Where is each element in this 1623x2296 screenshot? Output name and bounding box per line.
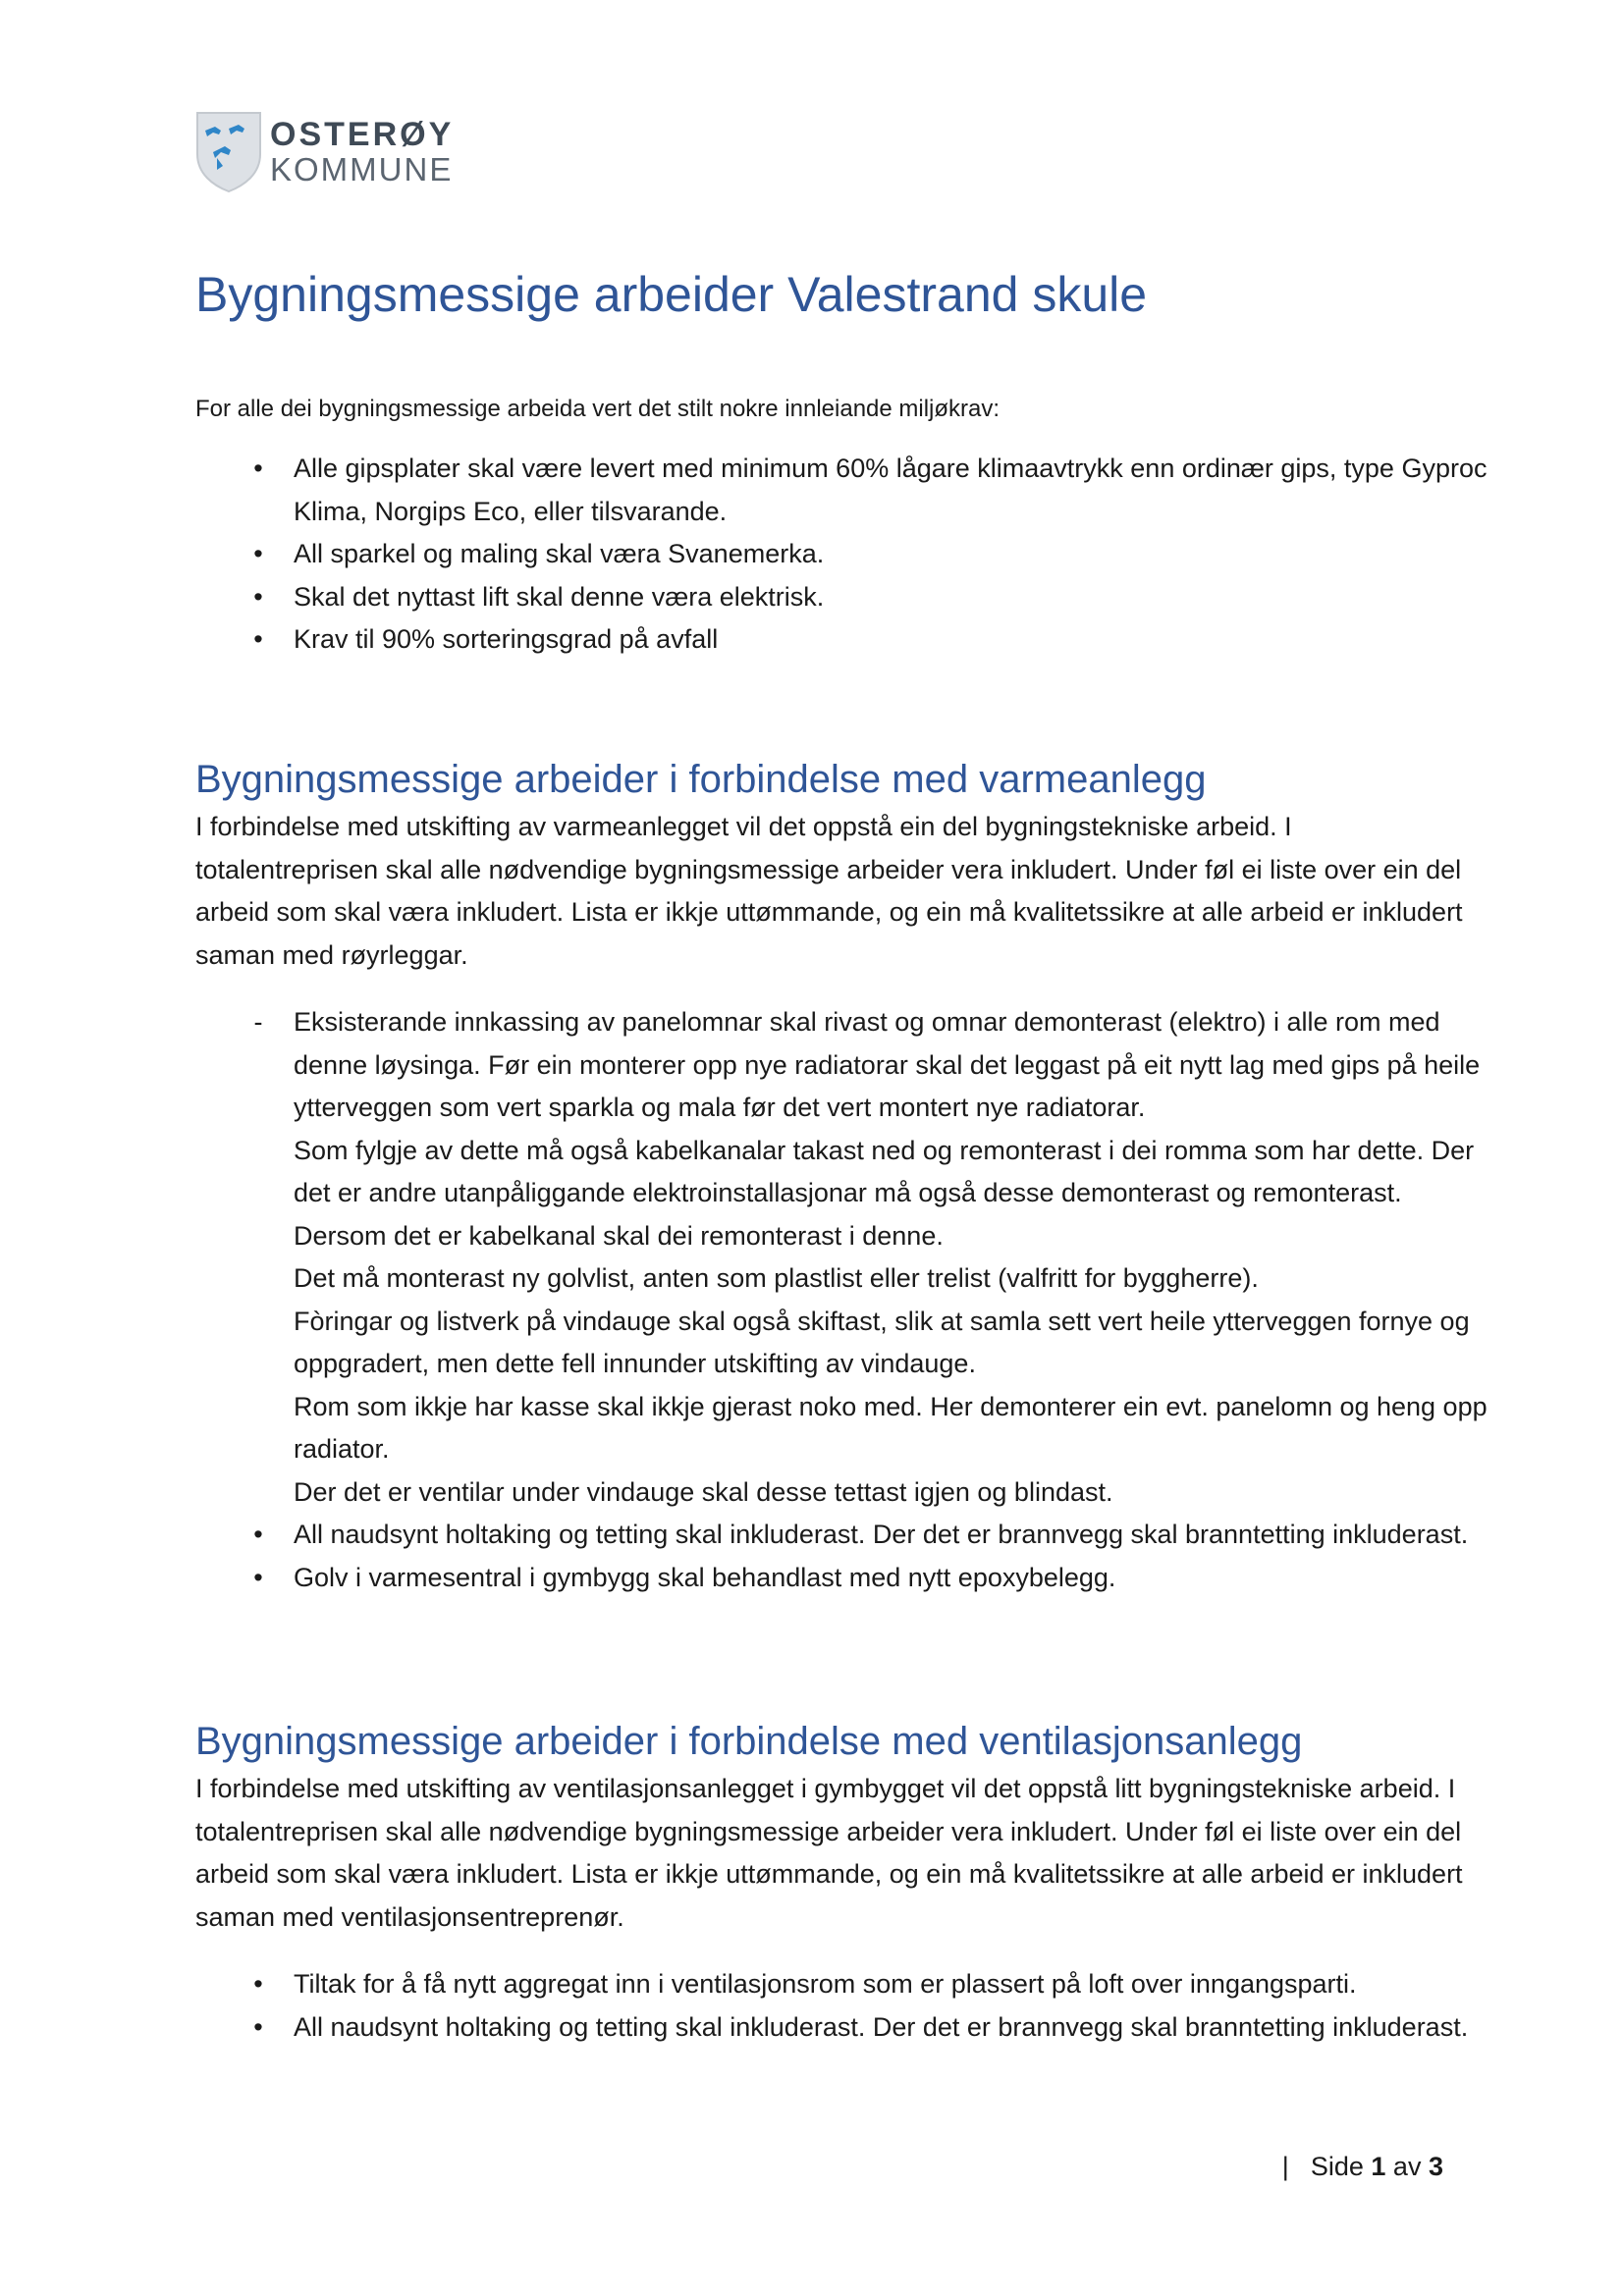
bullet-icon: • — [253, 1969, 263, 1999]
bullet-icon: • — [253, 539, 263, 568]
bullet-icon: • — [253, 2011, 263, 2042]
varmeanlegg-work-list — [195, 1001, 1491, 1599]
list-item-text: Det må monterast ny golvlist, anten som plastlist eller trelist (valfritt for byggherre). — [294, 1263, 1259, 1293]
page-footer — [1282, 2150, 1443, 2183]
bullet-icon: • — [253, 454, 263, 483]
list-item-text: Alle gipsplater skal være levert med minimum 60% lågare klimaavtrykk enn ordinær gips, type Gyproc Klima, Norgips Eco, eller tilsvarande. — [294, 454, 1488, 526]
section-heading-varmeanlegg: Bygningsmessige arbeider i forbindelse med varmeanlegg — [195, 758, 1207, 801]
list-item — [195, 1001, 1491, 1514]
dash-icon: - — [253, 1007, 263, 1037]
footer-side-label: Side — [1310, 2152, 1364, 2181]
list-item — [195, 533, 1491, 576]
list-item-text: Rom som ikkje har kasse skal ikkje gjerast noko med. Her demonterer ein evt. panelomn og heng opp radiator. — [294, 1391, 1488, 1464]
list-item-text: All naudsynt holtaking og tetting skal inkluderast. Der det er brannvegg skal branntetting inkluderast. — [294, 2011, 1469, 2042]
list-item-text: All naudsynt holtaking og tetting skal inkluderast. Der det er brannvegg skal branntetting inkluderast. — [294, 1520, 1469, 1549]
list-item-text: Skal det nyttast lift skal denne væra elektrisk. — [294, 581, 825, 612]
list-item-text: Eksisterande innkassing av panelomnar skal rivast og omnar demonterast (elektro) i alle rom med denne løysinga. Før ein monterer opp nye radiatorar skal det leggast på eit nytt lag med gips på heile ytterveggen som vert sparkla og mala før det vert montert nye radiatorar. — [294, 1007, 1481, 1122]
ventilasjon-work-list — [195, 1963, 1491, 2049]
list-item — [195, 1963, 1491, 2006]
logo-name: OSTERØY — [270, 116, 455, 153]
list-item-text: Krav til 90% sorteringsgrad på avfall — [294, 624, 719, 654]
bullet-icon: • — [253, 624, 263, 654]
list-item — [195, 618, 1491, 662]
footer-separator: | — [1281, 2152, 1289, 2181]
kommune-logo — [195, 109, 454, 193]
list-item — [195, 576, 1491, 619]
list-item — [195, 1557, 1491, 1600]
current-page-number: 1 — [1371, 2152, 1386, 2181]
section-paragraph-ventilasjonsanlegg: I forbindelse med utskifting av ventilasjonsanlegget i gymbygget vil det oppstå litt bygningstekniske arbeid. I totalentreprisen skal alle nødvendige bygningsmessige arbeider vera inkludert. Under føl ei liste over ein del arbeid som skal væra inkludert. Lista er ikkje uttømmande, og ein må kvalitetssikre at alle arbeid er inkludert saman med ventilasjonsentreprenør. — [195, 1774, 1463, 1932]
environment-requirements-list — [195, 448, 1491, 662]
section-paragraph-varmeanlegg: I forbindelse med utskifting av varmeanlegget vil det oppstå ein del bygningstekniske arbeid. I totalentreprisen skal alle nødvendige bygningsmessige arbeider vera inkludert. Under føl ei liste over ein del arbeid som skal væra inkludert. Lista er ikkje uttømmande, og ein må kvalitetssikre at alle arbeid er inkludert saman med røyrleggar. — [195, 812, 1463, 970]
total-pages-number: 3 — [1428, 2152, 1443, 2181]
list-item-text: Som fylgje av dette må også kabelkanalar takast ned og remonterast i dei romma som har dette. Der det er andre utanpåliggande elektroinstallasjonar må også desse demonterast og remonterast. Dersom det er kabelkanal skal dei remonterast i denne. — [294, 1135, 1475, 1251]
section-heading-ventilasjonsanlegg: Bygningsmessige arbeider i forbindelse med ventilasjonsanlegg — [195, 1720, 1303, 1763]
bullet-icon: • — [253, 1520, 263, 1549]
logo-subtitle: KOMMUNE — [270, 151, 454, 187]
list-item-text: All sparkel og maling skal væra Svanemerka. — [294, 539, 825, 568]
document-title: Bygningsmessige arbeider Valestrand skule — [195, 267, 1148, 322]
list-item-text: Der det er ventilar under vindauge skal desse tettast igjen og blindast. — [294, 1476, 1113, 1507]
osteroy-shield-icon — [195, 109, 262, 193]
list-item-text: Tiltak for å få nytt aggregat inn i ventilasjonsrom som er plassert på loft over inngangsparti. — [294, 1969, 1357, 1999]
list-item — [195, 1514, 1491, 1557]
list-item — [195, 448, 1491, 533]
bullet-icon: • — [253, 1562, 263, 1592]
list-item — [195, 2006, 1491, 2050]
list-item-text: Golv i varmesentral i gymbygg skal behandlast med nytt epoxybelegg. — [294, 1562, 1116, 1592]
list-item-text: Fòringar og listverk på vindauge skal også skiftast, slik at samla sett vert heile ytterveggen fornye og oppgradert, men dette fell innunder utskifting av vindauge. — [294, 1306, 1470, 1378]
bullet-icon: • — [253, 581, 263, 612]
footer-av-label: av — [1392, 2152, 1422, 2181]
intro-text: For alle dei bygningsmessige arbeida vert det stilt nokre innleiande miljøkrav: — [195, 396, 1001, 422]
